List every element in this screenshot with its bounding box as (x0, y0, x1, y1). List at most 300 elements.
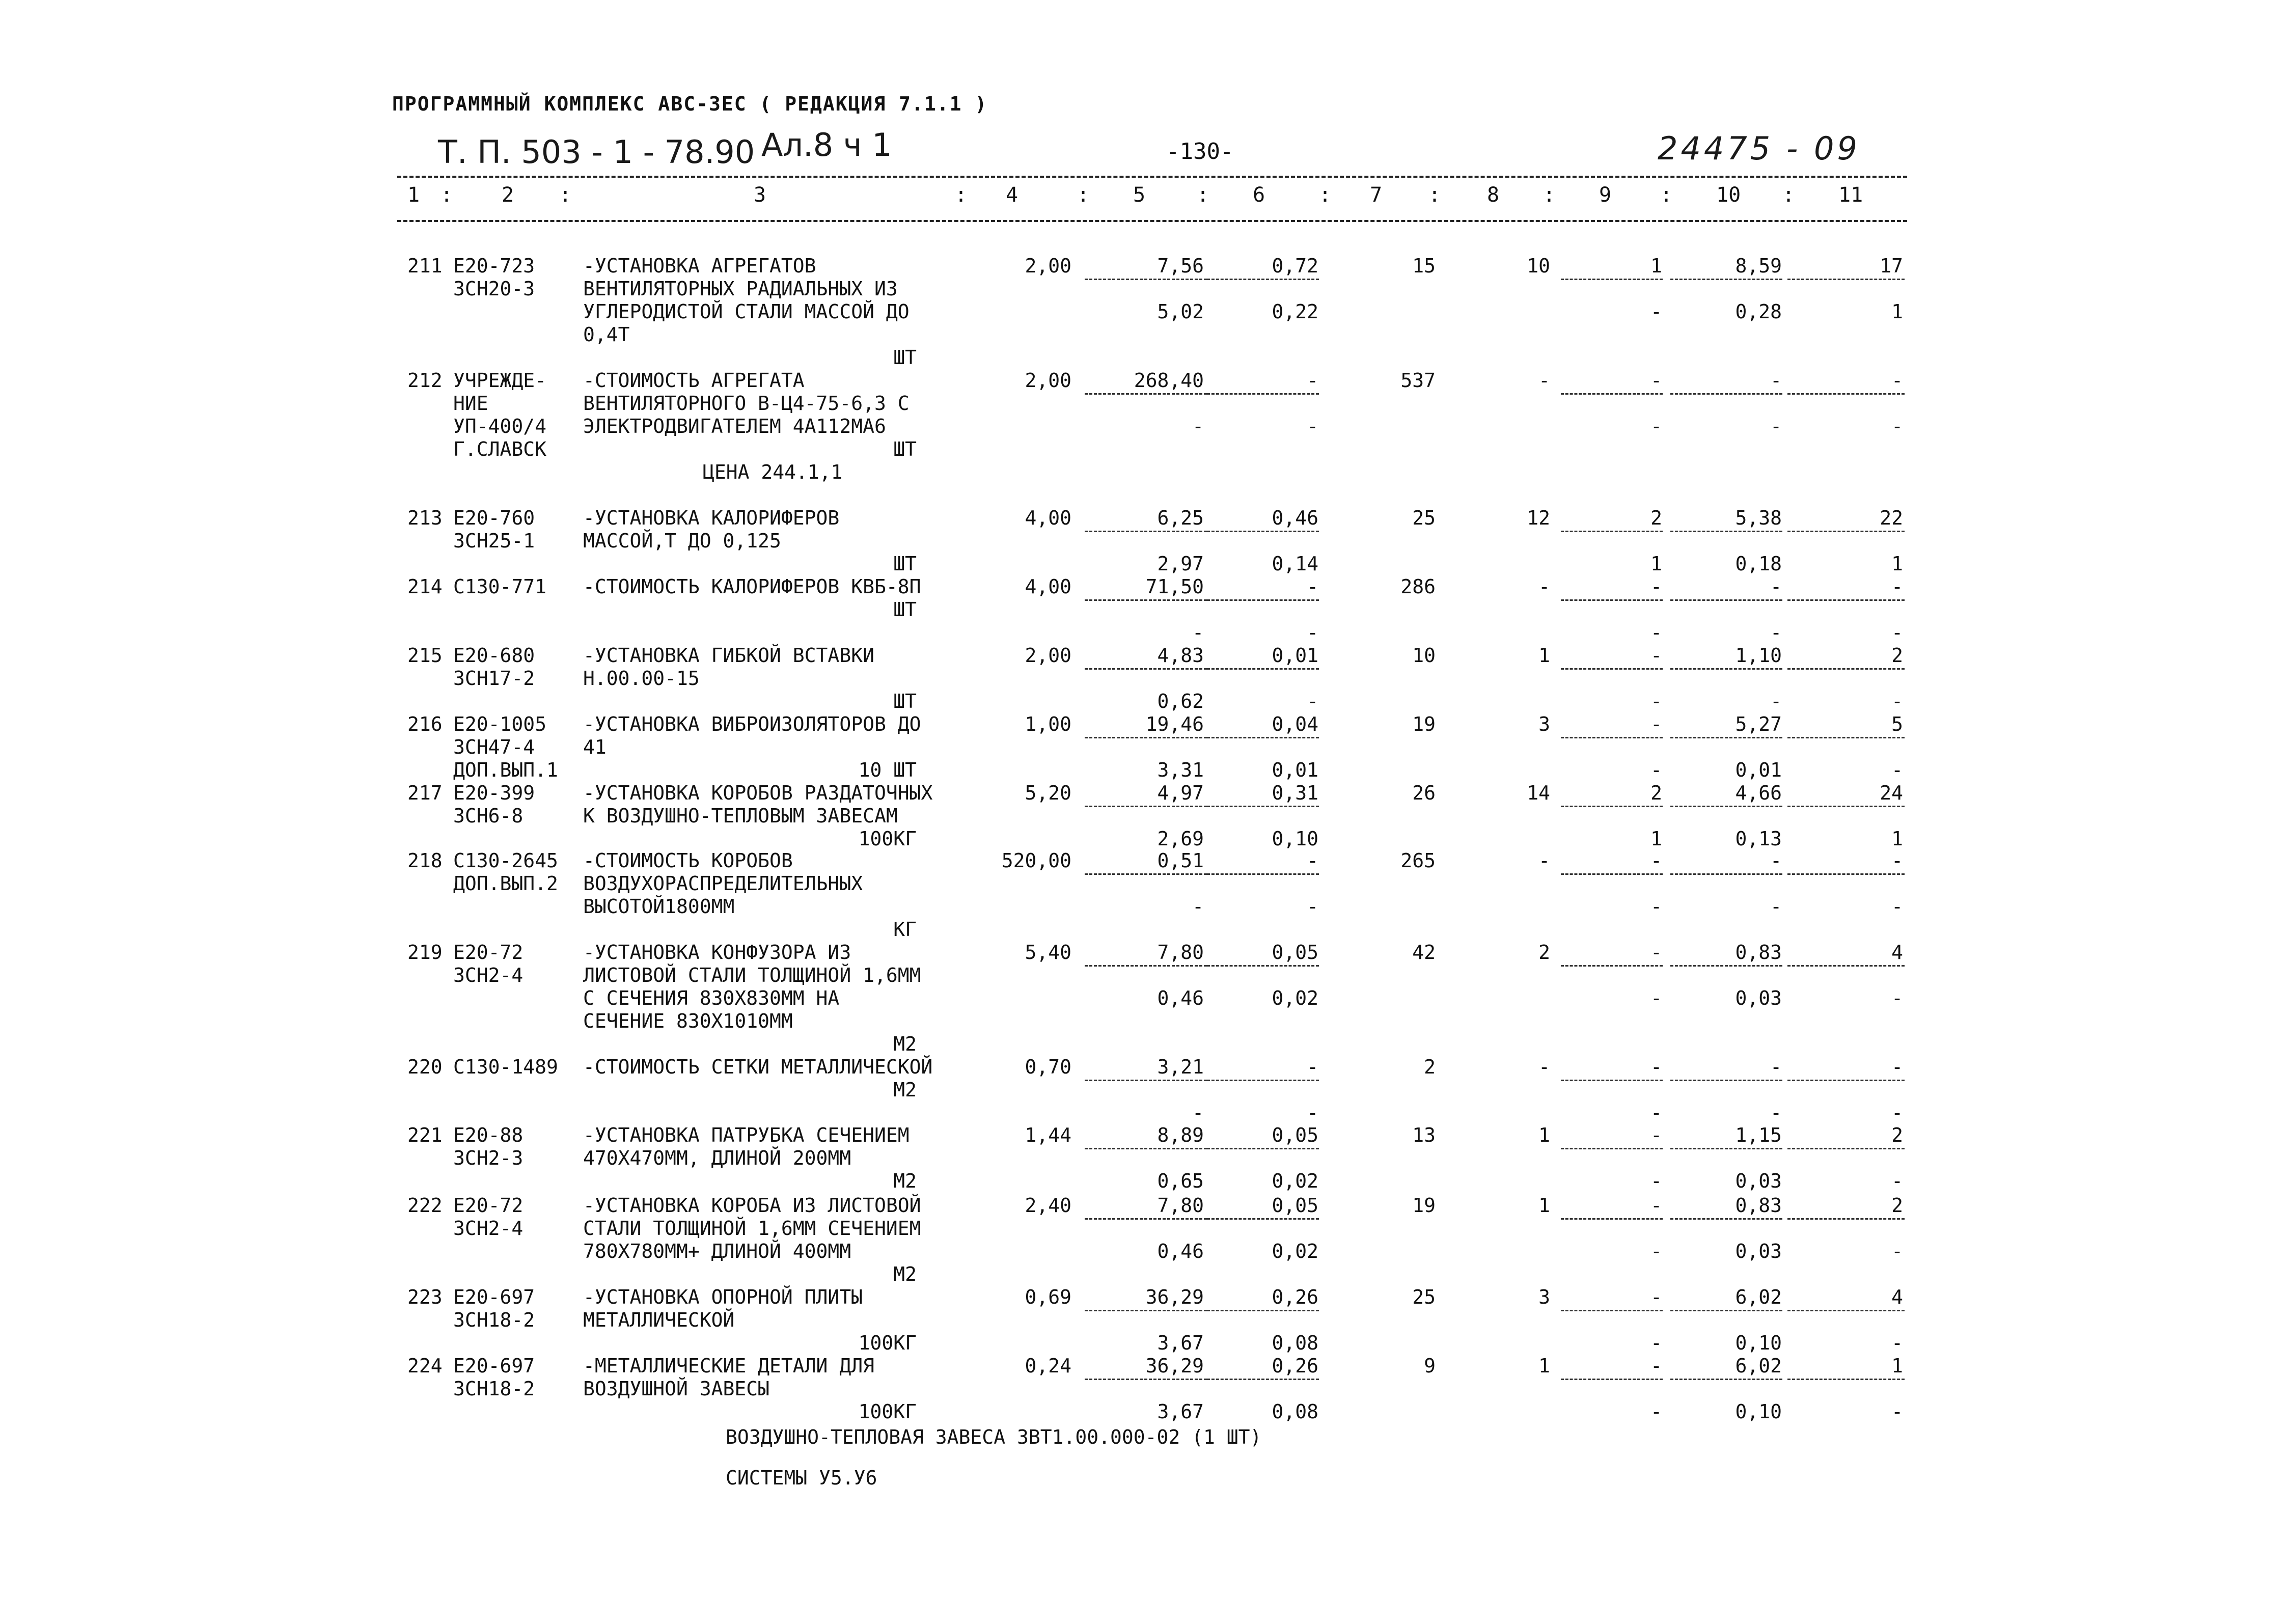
total-labor-incl: - (1891, 621, 1903, 644)
total-cost: 42 (1412, 941, 1436, 964)
value-separator (1787, 873, 1905, 875)
value-separator (1670, 1310, 1782, 1311)
norm-code: Е20-760 (453, 507, 535, 529)
machine-cost: - (1650, 713, 1662, 735)
labor-hours-incl: - (1770, 895, 1782, 918)
total-labor: - (1891, 849, 1903, 872)
work-description: СТАЛИ ТОЛЩИНОЙ 1,6ММ СЕЧЕНИЕМ (583, 1217, 921, 1240)
labor-hours-incl: 0,13 (1735, 828, 1782, 850)
unit-of-measure: М2 (893, 1263, 917, 1285)
unit-wage-incl: 0,02 (1272, 1170, 1318, 1192)
work-description: -СТОИМОСТЬ АГРЕГАТА (583, 369, 805, 392)
unit-wage: 0,04 (1272, 713, 1318, 735)
unit-wage-incl: - (1307, 621, 1318, 644)
unit-cost: 7,56 (1157, 255, 1204, 277)
unit-cost: 268,40 (1134, 369, 1204, 392)
labor-hours: - (1770, 849, 1782, 872)
machine-cost-incl: - (1650, 759, 1662, 781)
work-description: -УСТАНОВКА ОПОРНОЙ ПЛИТЫ (583, 1286, 863, 1308)
value-separator (1670, 806, 1782, 807)
value-separator (1561, 599, 1663, 601)
machine-cost: - (1650, 644, 1662, 667)
total-labor: 2 (1891, 644, 1903, 667)
total-labor-incl: - (1891, 987, 1903, 1009)
norm-code: С130-1489 (453, 1056, 558, 1078)
machine-cost: - (1650, 1286, 1662, 1308)
norm-code: ЗСН17-2 (453, 667, 535, 690)
col-5: 5 (1133, 183, 1146, 207)
value-separator (1561, 873, 1663, 875)
unit-cost-incl: 0,46 (1157, 987, 1204, 1009)
value-separator (1561, 1148, 1663, 1149)
unit-cost-incl: 0,46 (1157, 1240, 1204, 1262)
total-labor: - (1891, 575, 1903, 598)
labor-hours-incl: 0,03 (1735, 987, 1782, 1009)
labor-hours: 0,83 (1735, 1194, 1782, 1217)
quantity: 5,20 (1025, 782, 1071, 804)
unit-cost: 36,29 (1145, 1355, 1204, 1377)
unit-wage-incl: 0,14 (1272, 553, 1318, 575)
norm-code: ДОП.ВЫП.2 (453, 872, 558, 895)
value-separator (1085, 965, 1207, 967)
unit-wage: 0,31 (1272, 782, 1318, 804)
labor-hours: 5,38 (1735, 507, 1782, 529)
col-4: 4 (1006, 183, 1018, 207)
program-title: ПРОГРАММНЫЙ КОМПЛЕКС АВС-ЗЕС ( РЕДАКЦИЯ 7.1.1 ) (392, 93, 988, 115)
row-number: 213 (407, 507, 443, 529)
value-separator (1561, 1080, 1663, 1081)
value-separator (1561, 1379, 1663, 1380)
total-labor: 1 (1891, 1355, 1903, 1377)
unit-wage: 0,01 (1272, 644, 1318, 667)
value-separator (1207, 668, 1319, 670)
quantity: 4,00 (1025, 575, 1071, 598)
unit-of-measure: 10 ШТ (858, 759, 917, 781)
value-separator (1787, 965, 1905, 967)
unit-wage: - (1307, 849, 1318, 872)
labor-hours: 8,59 (1735, 255, 1782, 277)
value-separator (1670, 965, 1782, 967)
total-labor-incl: - (1891, 1332, 1903, 1354)
unit-wage: - (1307, 575, 1318, 598)
project-code: Т. П. 503 - 1 - 78.90 (438, 133, 755, 171)
value-separator (1085, 1148, 1207, 1149)
unit-cost-incl: - (1192, 1102, 1204, 1124)
norm-code: Е20-72 (453, 941, 524, 964)
value-separator (1561, 806, 1663, 807)
machine-cost-incl: - (1650, 1332, 1662, 1354)
machine-cost: 1 (1650, 255, 1662, 277)
total-labor-incl: - (1891, 895, 1903, 918)
machine-cost: - (1650, 1355, 1662, 1377)
machine-cost-incl: - (1650, 1240, 1662, 1262)
page-number: -130- (1166, 139, 1234, 164)
value-separator (1670, 668, 1782, 670)
labor-hours-incl: 0,10 (1735, 1332, 1782, 1354)
unit-cost: 0,51 (1157, 849, 1204, 872)
labor-hours: - (1770, 369, 1782, 392)
total-wage: 1 (1538, 1355, 1550, 1377)
labor-hours-incl: - (1770, 621, 1782, 644)
unit-wage: 0,46 (1272, 507, 1318, 529)
unit-cost-incl: 3,67 (1157, 1332, 1204, 1354)
total-labor-incl: - (1891, 1170, 1903, 1192)
value-separator (1085, 1379, 1207, 1380)
norm-code: С130-771 (453, 575, 547, 598)
work-description: УГЛЕРОДИСТОЙ СТАЛИ МАССОЙ ДО (583, 300, 910, 323)
value-separator (1207, 737, 1319, 738)
norm-code: НИЕ (453, 392, 488, 415)
norm-code: ЗСН25-1 (453, 530, 535, 552)
norm-code: УП-400/4 (453, 415, 547, 437)
machine-cost-incl: - (1650, 415, 1662, 437)
unit-cost-incl: 3,67 (1157, 1400, 1204, 1423)
work-description: ВЕНТИЛЯТОРНОГО В-Ц4-75-6,3 С (583, 392, 910, 415)
unit-wage-incl: 0,01 (1272, 759, 1318, 781)
row-number: 221 (407, 1124, 443, 1146)
value-separator (1670, 1379, 1782, 1380)
value-separator (1561, 1310, 1663, 1311)
unit-cost: 7,80 (1157, 1194, 1204, 1217)
value-separator (1561, 668, 1663, 670)
total-labor-incl: - (1891, 690, 1903, 712)
row-number: 212 (407, 369, 443, 392)
total-labor: - (1891, 1056, 1903, 1078)
total-cost: 537 (1400, 369, 1436, 392)
unit-of-measure: ШТ (893, 598, 917, 621)
labor-hours-incl: 0,03 (1735, 1170, 1782, 1192)
total-labor-incl: - (1891, 1240, 1903, 1262)
total-labor: 22 (1880, 507, 1903, 529)
machine-cost-incl: - (1650, 895, 1662, 918)
unit-wage: - (1307, 1056, 1318, 1078)
machine-cost-incl: 1 (1650, 553, 1662, 575)
value-separator (1787, 393, 1905, 395)
col-8: 8 (1487, 183, 1500, 207)
total-cost: 10 (1412, 644, 1436, 667)
value-separator (1085, 279, 1207, 280)
unit-cost: 71,50 (1145, 575, 1204, 598)
col-3: 3 (754, 183, 766, 207)
unit-wage: 0,26 (1272, 1355, 1318, 1377)
total-cost: 15 (1412, 255, 1436, 277)
labor-hours: 1,10 (1735, 644, 1782, 667)
work-description: -УСТАНОВКА ГИБКОЙ ВСТАВКИ (583, 644, 874, 667)
row-number: 220 (407, 1056, 443, 1078)
value-separator (1787, 1379, 1905, 1380)
labor-hours: 6,02 (1735, 1355, 1782, 1377)
value-separator (1787, 599, 1905, 601)
norm-code: Е20-1005 (453, 713, 547, 735)
quantity: 1,00 (1025, 713, 1071, 735)
value-separator (1787, 279, 1905, 280)
work-description: -МЕТАЛЛИЧЕСКИЕ ДЕТАЛИ ДЛЯ (583, 1355, 874, 1377)
header-rule-top (397, 176, 1907, 178)
unit-cost-incl: 2,69 (1157, 828, 1204, 850)
value-separator (1207, 873, 1319, 875)
value-separator (1561, 531, 1663, 532)
labor-hours: 4,66 (1735, 782, 1782, 804)
col-7: 7 (1370, 183, 1383, 207)
col-2: 2 (502, 183, 514, 207)
work-description: -СТОИМОСТЬ КАЛОРИФЕРОВ КВБ-8П (583, 575, 921, 598)
row-number: 223 (407, 1286, 443, 1308)
unit-cost-incl: - (1192, 415, 1204, 437)
value-separator (1207, 1310, 1319, 1311)
labor-hours: 5,27 (1735, 713, 1782, 735)
value-separator (1787, 1310, 1905, 1311)
work-description: К ВОЗДУШНО-ТЕПЛОВЫМ ЗАВЕСАМ (583, 805, 898, 827)
norm-code: ЗСН18-2 (453, 1309, 535, 1331)
work-description: МЕТАЛЛИЧЕСКОЙ (583, 1309, 735, 1331)
norm-code: С130-2645 (453, 849, 558, 872)
labor-hours-incl: 0,03 (1735, 1240, 1782, 1262)
machine-cost: - (1650, 1124, 1662, 1146)
price-note: ЦЕНА 244.1,1 (703, 461, 843, 483)
value-separator (1207, 279, 1319, 280)
value-separator (1670, 1148, 1782, 1149)
unit-cost: 7,80 (1157, 941, 1204, 964)
total-wage: - (1538, 849, 1550, 872)
work-description: С СЕЧЕНИЯ 830Х830ММ НА (583, 987, 840, 1009)
unit-wage-incl: 0,08 (1272, 1332, 1318, 1354)
total-cost: 19 (1412, 713, 1436, 735)
unit-of-measure: М2 (893, 1033, 917, 1055)
unit-cost: 6,25 (1157, 507, 1204, 529)
total-labor-incl: 1 (1891, 828, 1903, 850)
norm-code: Е20-697 (453, 1355, 535, 1377)
total-labor: 24 (1880, 782, 1903, 804)
col-9: 9 (1599, 183, 1612, 207)
quantity: 0,70 (1025, 1056, 1071, 1078)
total-labor-incl: - (1891, 1102, 1903, 1124)
value-separator (1670, 599, 1782, 601)
unit-wage: 0,05 (1272, 941, 1318, 964)
unit-wage-incl: - (1307, 1102, 1318, 1124)
value-separator (1207, 806, 1319, 807)
total-labor: 17 (1880, 255, 1903, 277)
value-separator (1561, 393, 1663, 395)
value-separator (1787, 531, 1905, 532)
value-separator (1561, 1218, 1663, 1220)
unit-of-measure: М2 (893, 1170, 917, 1192)
work-description: -УСТАНОВКА ПАТРУБКА СЕЧЕНИЕМ (583, 1124, 910, 1146)
machine-cost-incl: - (1650, 1400, 1662, 1423)
unit-of-measure: ШТ (893, 346, 917, 369)
value-separator (1670, 737, 1782, 738)
labor-hours: 0,83 (1735, 941, 1782, 964)
value-separator (1207, 1379, 1319, 1380)
unit-wage-incl: 0,08 (1272, 1400, 1318, 1423)
value-separator (1085, 1310, 1207, 1311)
total-wage: 1 (1538, 1194, 1550, 1217)
work-description: 470Х470ММ, ДЛИНОЙ 200ММ (583, 1147, 851, 1169)
unit-wage-incl: - (1307, 690, 1318, 712)
unit-cost-incl: - (1192, 621, 1204, 644)
machine-cost-incl: - (1650, 987, 1662, 1009)
value-separator (1085, 806, 1207, 807)
total-wage: 10 (1527, 255, 1550, 277)
norm-code: ЗСН2-4 (453, 1217, 524, 1240)
systems-note: СИСТЕМЫ У5.У6 (726, 1467, 877, 1489)
work-description: -УСТАНОВКА КОРОБОВ РАЗДАТОЧНЫХ (583, 782, 933, 804)
value-separator (1085, 1218, 1207, 1220)
row-number: 214 (407, 575, 443, 598)
unit-wage: 0,05 (1272, 1124, 1318, 1146)
unit-of-measure: 100КГ (858, 1332, 917, 1354)
total-labor-incl: 1 (1891, 300, 1903, 323)
total-cost: 25 (1412, 507, 1436, 529)
value-separator (1207, 965, 1319, 967)
labor-hours: 1,15 (1735, 1124, 1782, 1146)
norm-code: ЗСН18-2 (453, 1378, 535, 1400)
total-cost: 13 (1412, 1124, 1436, 1146)
machine-cost: - (1650, 1056, 1662, 1078)
machine-cost-incl: - (1650, 300, 1662, 323)
quantity: 5,40 (1025, 941, 1071, 964)
value-separator (1085, 668, 1207, 670)
value-separator (1207, 599, 1319, 601)
unit-of-measure: КГ (893, 918, 917, 941)
labor-hours: - (1770, 575, 1782, 598)
norm-code: ЗСН47-4 (453, 736, 535, 758)
col-6: 6 (1253, 183, 1265, 207)
quantity: 520,00 (1001, 849, 1071, 872)
unit-of-measure: 100КГ (858, 1400, 917, 1423)
value-separator (1787, 1080, 1905, 1081)
unit-of-measure: М2 (893, 1079, 917, 1101)
total-labor: - (1891, 369, 1903, 392)
album-number: Ал.8 ч 1 (761, 126, 892, 163)
work-description: ЭЛЕКТРОДВИГАТЕЛЕМ 4А112МА6 (583, 415, 886, 437)
unit-cost-incl: 5,02 (1157, 300, 1204, 323)
quantity: 2,00 (1025, 255, 1071, 277)
value-separator (1670, 1080, 1782, 1081)
row-number: 222 (407, 1194, 443, 1217)
unit-of-measure: ШТ (893, 438, 917, 460)
unit-wage-incl: 0,10 (1272, 828, 1318, 850)
total-wage: - (1538, 575, 1550, 598)
value-separator (1787, 668, 1905, 670)
value-separator (1085, 393, 1207, 395)
norm-code: Е20-399 (453, 782, 535, 804)
quantity: 2,00 (1025, 644, 1071, 667)
work-description: 41 (583, 736, 607, 758)
machine-cost: - (1650, 575, 1662, 598)
unit-cost: 19,46 (1145, 713, 1204, 735)
col-11: 11 (1838, 183, 1863, 207)
total-cost: 26 (1412, 782, 1436, 804)
value-separator (1787, 806, 1905, 807)
labor-hours-incl: 0,10 (1735, 1400, 1782, 1423)
unit-cost-incl: - (1192, 895, 1204, 918)
labor-hours: 6,02 (1735, 1286, 1782, 1308)
labor-hours-incl: - (1770, 415, 1782, 437)
unit-cost-incl: 0,62 (1157, 690, 1204, 712)
unit-wage-incl: 0,02 (1272, 987, 1318, 1009)
total-labor: 4 (1891, 1286, 1903, 1308)
row-number: 215 (407, 644, 443, 667)
value-separator (1207, 1080, 1319, 1081)
work-description: Н.00.00-15 (583, 667, 700, 690)
norm-code: Е20-680 (453, 644, 535, 667)
quantity: 2,40 (1025, 1194, 1071, 1217)
machine-cost-incl: - (1650, 1170, 1662, 1192)
work-description: -СТОИМОСТЬ КОРОБОВ (583, 849, 793, 872)
work-description: -УСТАНОВКА ВИБРОИЗОЛЯТОРОВ ДО (583, 713, 921, 735)
machine-cost: 2 (1650, 507, 1662, 529)
machine-cost-incl: - (1650, 690, 1662, 712)
value-separator (1085, 531, 1207, 532)
value-separator (1207, 393, 1319, 395)
quantity: 2,00 (1025, 369, 1071, 392)
unit-wage-incl: - (1307, 895, 1318, 918)
value-separator (1085, 737, 1207, 738)
work-description: -УСТАНОВКА КОНФУЗОРА ИЗ (583, 941, 851, 964)
work-description: ВЫСОТОЙ1800ММ (583, 895, 735, 918)
total-wage: - (1538, 369, 1550, 392)
work-description: ВОЗДУХОРАСПРЕДЕЛИТЕЛЬНЫХ (583, 872, 863, 895)
work-description: СЕЧЕНИЕ 830Х1010ММ (583, 1010, 793, 1032)
unit-of-measure: 100КГ (858, 828, 917, 850)
total-labor: 5 (1891, 713, 1903, 735)
row-number: 216 (407, 713, 443, 735)
machine-cost: 2 (1650, 782, 1662, 804)
norm-code: ЗСН20-3 (453, 278, 535, 300)
unit-of-measure: ШТ (893, 553, 917, 575)
total-wage: 3 (1538, 713, 1550, 735)
col-1: 1 (407, 183, 420, 207)
labor-hours-incl: 0,18 (1735, 553, 1782, 575)
col-10: 10 (1716, 183, 1741, 207)
machine-cost-incl: 1 (1650, 828, 1662, 850)
total-cost: 25 (1412, 1286, 1436, 1308)
value-separator (1085, 1080, 1207, 1081)
work-description: МАССОЙ,Т ДО 0,125 (583, 530, 781, 552)
value-separator (1207, 1148, 1319, 1149)
row-number: 219 (407, 941, 443, 964)
labor-hours-incl: - (1770, 1102, 1782, 1124)
column-header-row: 1 : 2 : 3 : 4 : 5 : 6 : 7 : 8 : 9 : 10 : 11 (407, 183, 1863, 207)
machine-cost: - (1650, 1194, 1662, 1217)
norm-code: ДОП.ВЫП.1 (453, 759, 558, 781)
labor-hours-incl: 0,01 (1735, 759, 1782, 781)
machine-cost: - (1650, 941, 1662, 964)
norm-code: Е20-723 (453, 255, 535, 277)
norm-code: ЗСН6-8 (453, 805, 524, 827)
machine-cost-incl: - (1650, 621, 1662, 644)
work-description: -УСТАНОВКА КОРОБА ИЗ ЛИСТОВОЙ (583, 1194, 921, 1217)
unit-cost: 4,97 (1157, 782, 1204, 804)
total-labor-incl: - (1891, 759, 1903, 781)
work-description: ВЕНТИЛЯТОРНЫХ РАДИАЛЬНЫХ ИЗ (583, 278, 898, 300)
unit-wage: - (1307, 369, 1318, 392)
total-cost: 265 (1400, 849, 1436, 872)
value-separator (1670, 531, 1782, 532)
value-separator (1787, 737, 1905, 738)
machine-cost-incl: - (1650, 1102, 1662, 1124)
total-wage: 3 (1538, 1286, 1550, 1308)
value-separator (1085, 599, 1207, 601)
total-wage: 14 (1527, 782, 1550, 804)
machine-cost: - (1650, 849, 1662, 872)
value-separator (1670, 1218, 1782, 1220)
work-description: -УСТАНОВКА АГРЕГАТОВ (583, 255, 816, 277)
total-labor-incl: - (1891, 415, 1903, 437)
unit-wage-incl: - (1307, 415, 1318, 437)
value-separator (1670, 279, 1782, 280)
header-rule-bottom (397, 220, 1907, 222)
